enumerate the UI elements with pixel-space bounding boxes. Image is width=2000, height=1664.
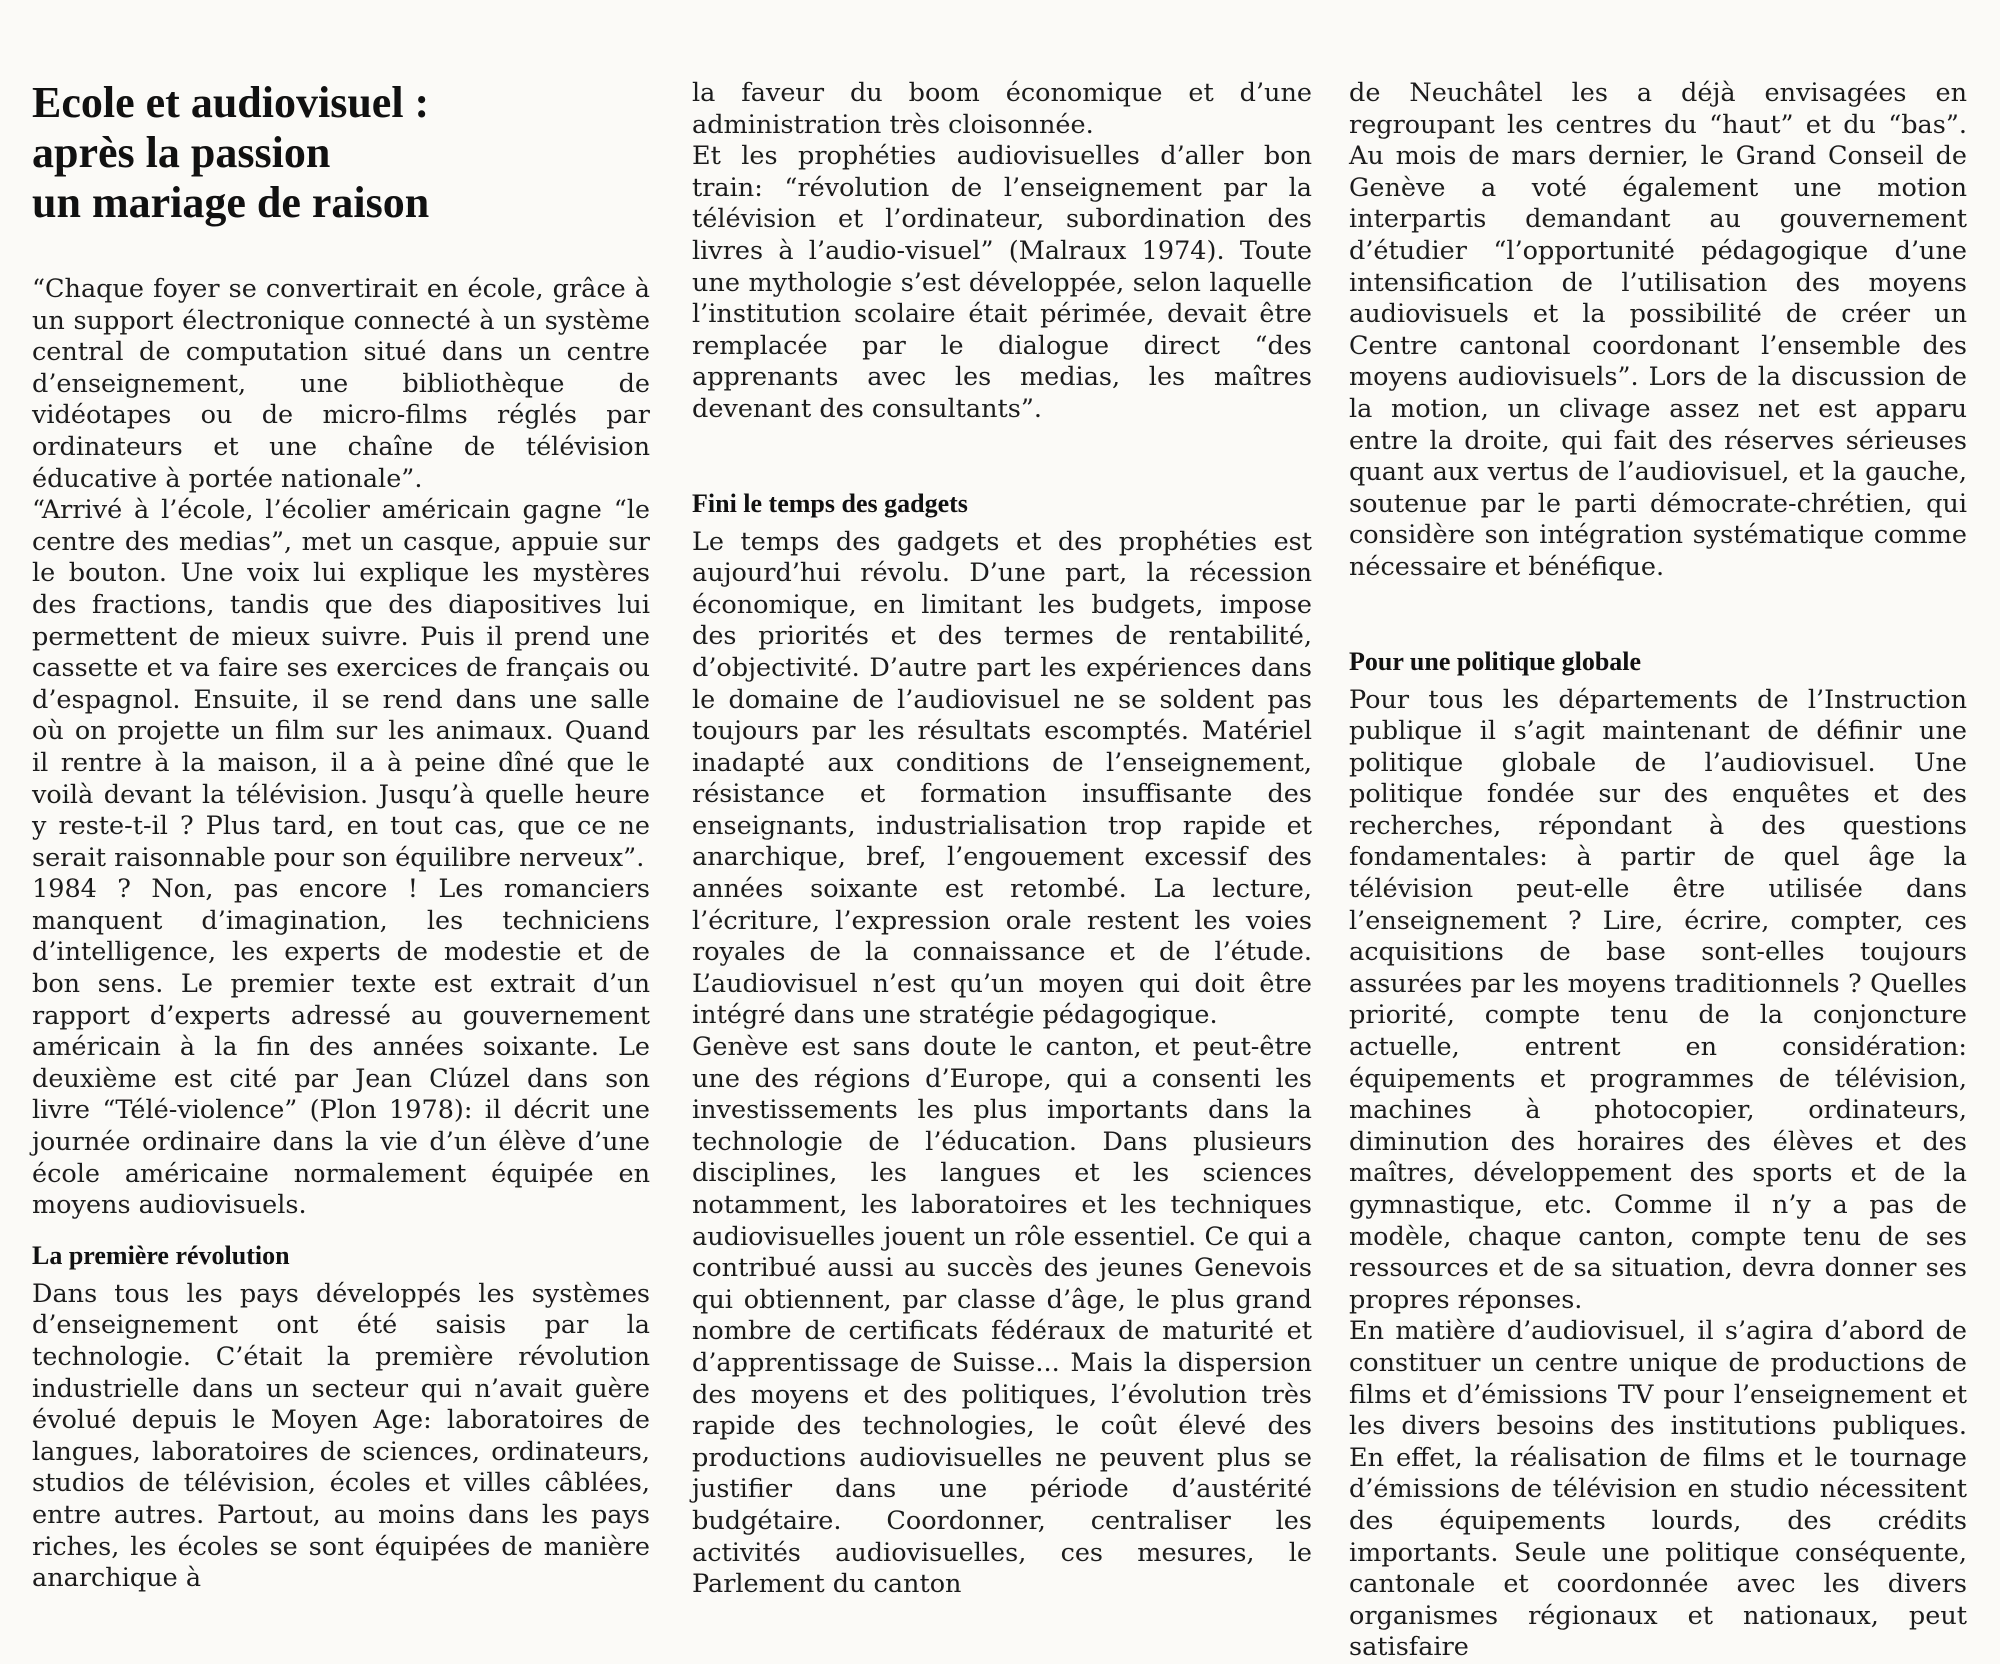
article-title bbox=[32, 78, 650, 228]
col1-paragraph-4: Dans tous les pays développés les systèmes d’enseignement ont été saisis par la technologie. C’était la première révolution industrielle dans un secteur qui n’avait guère évolué depuis le Moyen Age: laboratoires de langues, laboratoires de sciences, ordinateurs, studios de télévision, écoles et villes câblées, entre autres. Partout, au moins dans les pays riches, les écoles se sont équipées de manière anarchique à bbox=[32, 1278, 650, 1594]
col3-paragraph-3: En matière d’audiovisuel, il s’agira d’abord de constituer un centre unique de productions de films et d’émissions TV pour l’enseignement et les divers besoins des institutions publiques. En effet, la réalisation de films et le tournage d’émissions de télévision en studio nécessitent des équipements lourds, des crédits importants. Seule une politique conséquente, cantonale et coordonnée avec les divers organismes régionaux et nationaux, peut satisfaire bbox=[1349, 1316, 1967, 1663]
col1-paragraph-3: 1984 ? Non, pas encore ! Les romanciers manquent d’imagination, les techniciens d’intelligence, les experts de modestie et de bon sens. Le premier texte est extrait d’un rapport d’experts adressé au gouvernement américain à la fin des années soixante. Le deuxième est cité par Jean Clúzel dans son livre “Télé-violence” (Plon 1978): il décrit une journée ordinaire dans la vie d’un élève d’une école américaine normalement équipée en moyens audiovisuels. bbox=[32, 874, 650, 1221]
title-line-2: après la passion bbox=[32, 128, 331, 177]
title-line-1: Ecole et audiovisuel : bbox=[32, 78, 430, 127]
col2-paragraph-1: la faveur du boom économique et d’une administration très cloisonnée. bbox=[692, 78, 1312, 140]
col1-paragraph-1: “Chaque foyer se convertirait en école, grâce à un support électronique connecté à un système central de computation situé dans un centre d’enseignement, une bibliothèque de vidéotapes ou de micro-films réglés par ordinateurs et une chaîne de télévision éducative à portée nationale”. bbox=[32, 274, 650, 494]
column-2 bbox=[692, 78, 1312, 1601]
col2-paragraph-4: Genève est sans doute le canton, et peut-être une des régions d’Europe, qui a consenti les investissements les plus importants dans la technologie de l’éducation. Dans plusieurs disciplines, les langues et les sciences notamment, les laboratoires et les techniques audiovisuelles jouent un rôle essentiel. Ce qui a contribué aussi au succès des jeunes Genevois qui obtiennent, par classe d’âge, le plus grand nombre de certificats fédéraux de maturité et d’apprentissage de Suisse... Mais la dispersion des moyens et des politiques, l’évolution très rapide des technologies, le coût élevé des productions audiovisuelles ne peuvent plus se justifier dans une période d’austérité budgétaire. Coordonner, centraliser les activités audiovisuelles, ces mesures, le Parlement du canton bbox=[692, 1032, 1312, 1600]
col3-paragraph-1: de Neuchâtel les a déjà envisagées en regroupant les centres du “haut” et du “bas”. Au mois de mars dernier, le Grand Conseil de Genève a voté également une motion interpartis demandant au gouvernement d’étudier “l’opportunité pédagogique d’une intensification de l’utilisation des moyens audiovisuels et la possibilité de créer un Centre cantonal coordonant l’ensemble des moyens audiovisuels”. Lors de la discussion de la motion, un clivage assez net est apparu entre la droite, qui fait des réserves sérieuses quant aux vertus de l’audiovisuel, et la gauche, soutenue par le parti démocrate-chrétien, qui considère son intégration systématique comme nécessaire et bénéfique. bbox=[1349, 78, 1967, 582]
col2-paragraph-2: Et les prophéties audiovisuelles d’aller bon train: “révolution de l’enseignement par la télévision et l’ordinateur, subordination des livres à l’audio-visuel” (Malraux 1974). Toute une mythologie s’est développée, selon laquelle l’institution scolaire était périmée, devait être remplacée par le dialogue direct “des apprenants avec les medias, les maîtres devenant des consultants”. bbox=[692, 141, 1312, 424]
subheading-premiere-revolution: La première révolution bbox=[32, 1240, 290, 1270]
column-1 bbox=[32, 78, 650, 1595]
col3-paragraph-2: Pour tous les départements de l’Instruction publique il s’agit maintenant de définir une politique globale de l’audiovisuel. Une politique fondée sur des enquêtes et des recherches, répondant à des questions fondamentales: à partir de quel âge la télévision peut-elle être utilisée dans l’enseignement ? Lire, écrire, compter, ces acquisitions de base sont-elles toujours assurées par les moyens traditionnels ? Quelles priorité, compte tenu de la conjoncture actuelle, entrent en considération: équipements et programmes de télévision, machines à photocopier, ordinateurs, diminution des horaires des élèves et des maîtres, développement des sports et de la gymnastique, etc. Comme il n’y a pas de modèle, chaque canton, compte tenu de ses ressources et de sa situation, devra donner ses propres réponses. bbox=[1349, 684, 1967, 1315]
subheading-politique-globale: Pour une politique globale bbox=[1349, 646, 1642, 676]
col1-paragraph-2: “Arrivé à l’école, l’écolier américain gagne “le centre des medias”, met un casque, appuie sur le bouton. Une voix lui explique les mystères des fractions, tandis que des diapositives lui permettent de mieux suivre. Puis il prend une cassette et va faire ses exercices de français ou d’espagnol. Ensuite, il se rend dans une salle où on projette un film sur les animaux. Quand il rentre à la maison, il a à peine dîné que le voilà devant la télévision. Jusqu’à quelle heure y reste-t-il ? Plus tard, en tout cas, que ce ne serait raisonnable pour son équilibre nerveux”. bbox=[32, 495, 650, 873]
col2-paragraph-3: Le temps des gadgets et des prophéties est aujourd’hui révolu. D’une part, la récession économique, en limitant les budgets, impose des priorités et des termes de rentabilité, d’objectivité. D’autre part les expériences dans le domaine de l’audiovisuel ne se soldent pas toujours par les résultats escomptés. Matériel inadapté aux conditions de l’enseignement, résistance et formation insuffisante des enseignants, industrialisation trop rapide et anarchique, bref, l’engouement excessif des années soixante est retombé. La lecture, l’écriture, l’expression orale restent les voies royales de la connaissance et de l’étude. L’audiovisuel n’est qu’un moyen qui doit être intégré dans une stratégie pédagogique. bbox=[692, 526, 1312, 1031]
title-line-3: un mariage de raison bbox=[32, 178, 430, 227]
subheading-fini-gadgets: Fini le temps des gadgets bbox=[692, 488, 968, 518]
column-3 bbox=[1349, 78, 1967, 1664]
